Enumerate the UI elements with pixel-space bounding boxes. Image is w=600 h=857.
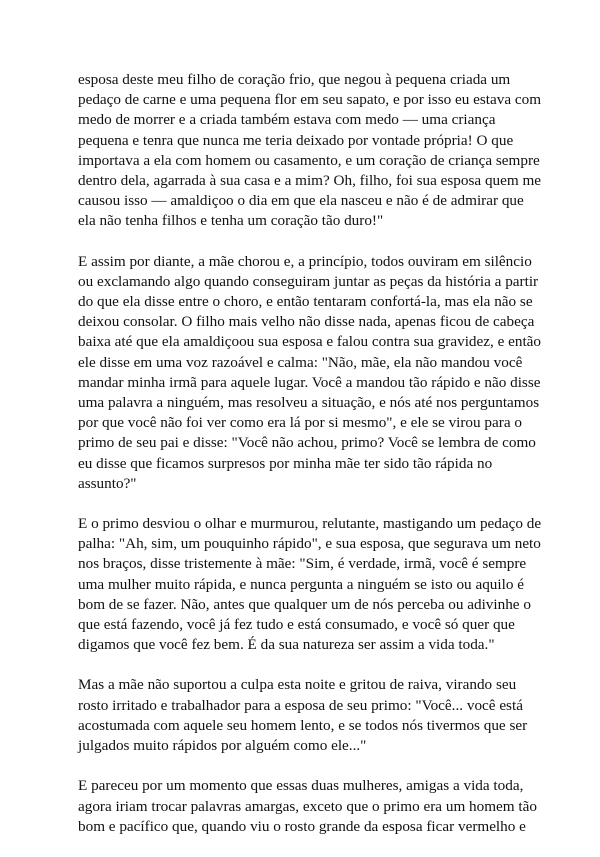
text-line: acostumada com aquele seu homem lento, e se todos nós tivermos que ser bbox=[78, 716, 528, 734]
text-line: bom de se fazer. Não, antes que qualquer um de nós perceba ou adivinhe o bbox=[78, 595, 531, 613]
text-line: primo de seu pai e disse: "Você não achou, primo? Você se lembra de como bbox=[78, 434, 536, 452]
document-page bbox=[78, 70, 542, 857]
text-line: E pareceu por um momento que essas duas mulheres, amigas a vida toda, bbox=[78, 777, 524, 795]
text-line: ela não tenha filhos e tenha um coração tão duro!" bbox=[78, 212, 384, 230]
text-line: medo de morrer e a criada também estava com medo — uma criança bbox=[78, 111, 496, 129]
text-line: E o primo desviou o olhar e murmurou, relutante, mastigando um pedaço de bbox=[78, 515, 542, 533]
text-line: ou exclamando algo quando conseguiram juntar as peças da história a partir bbox=[78, 272, 539, 290]
text-line: deixou consolar. O filho mais velho não disse nada, apenas ficou de cabeça bbox=[78, 313, 535, 331]
text-line: E assim por diante, a mãe chorou e, a princípio, todos ouviram em silêncio bbox=[78, 252, 532, 270]
text-line: dentro dela, agarrada à sua casa e a mim? Oh, filho, foi sua esposa quem me bbox=[78, 172, 542, 190]
text-line: que está fazendo, você já fez tudo e está consumado, e você só quer que bbox=[78, 616, 515, 634]
paragraph-3 bbox=[78, 514, 542, 655]
text-line: Mas a mãe não suportou a culpa esta noite e gritou de raiva, virando seu bbox=[78, 676, 517, 694]
text-line: do que ela disse entre o choro, e então tentaram confortá-la, mas ela não se bbox=[78, 293, 533, 311]
text-line: assunto?" bbox=[78, 474, 137, 492]
text-line: pedaço de carne e uma pequena flor em seu sapato, e por isso eu estava com bbox=[78, 91, 542, 109]
text-line: nos braços, disse tristemente à mãe: "Sim, é verdade, irmã, você é sempre bbox=[78, 555, 527, 573]
text-line: importava a ela com homem ou casamento, e um coração de criança sempre bbox=[78, 151, 540, 169]
text-line: eu disse que ficamos surpresos por minha mãe ter sido tão rápida no bbox=[78, 454, 493, 472]
text-line: julgados muito rápidos por alguém como ele..." bbox=[78, 737, 367, 755]
paragraph-5 bbox=[78, 776, 538, 837]
text-line: ele disse em uma voz razoável e calma: "Não, mãe, ela não mandou você bbox=[78, 353, 523, 371]
text-line: palha: "Ah, sim, um pouquinho rápido", e sua esposa, que segurava um neto bbox=[78, 535, 541, 553]
text-line: digamos que você fez bem. É da sua natureza ser assim a vida toda." bbox=[78, 636, 495, 654]
text-line: bom e pacífico que, quando viu o rosto grande da esposa ficar vermelho e bbox=[78, 817, 526, 835]
paragraph-4 bbox=[78, 675, 538, 756]
text-line: rosto irritado e trabalhador para a esposa de seu primo: "Você... você está bbox=[78, 696, 523, 714]
text-line: agora iriam trocar palavras amargas, exceto que o primo era um homem tão bbox=[78, 797, 537, 815]
paragraph-1 bbox=[78, 70, 542, 232]
text-line: esposa deste meu filho de coração frio, que negou à pequena criada um bbox=[78, 71, 511, 88]
text-line: uma palavra a ninguém, mas resolveu a situação, e nós até nos perguntamos bbox=[78, 394, 540, 412]
paragraph-2 bbox=[78, 252, 542, 494]
text-line: uma mulher muito rápida, e nunca pergunta a ninguém se isto ou aquilo é bbox=[78, 575, 524, 593]
text-line: mandar minha irmã para aquele lugar. Você a mandou tão rápido e não disse bbox=[78, 373, 541, 391]
text-line: causou isso — amaldiçoo o dia em que ela nasceu e não é de admirar que bbox=[78, 192, 524, 210]
text-line: por que você não foi ver como era lá por si mesmo", e ele se virou para o bbox=[78, 414, 522, 432]
text-line: pequena e tenra que nunca me teria deixado por vontade própria! O que bbox=[78, 131, 514, 149]
text-line: baixa até que ela amaldiçoou sua esposa e falou contra sua gravidez, e então bbox=[78, 333, 542, 351]
